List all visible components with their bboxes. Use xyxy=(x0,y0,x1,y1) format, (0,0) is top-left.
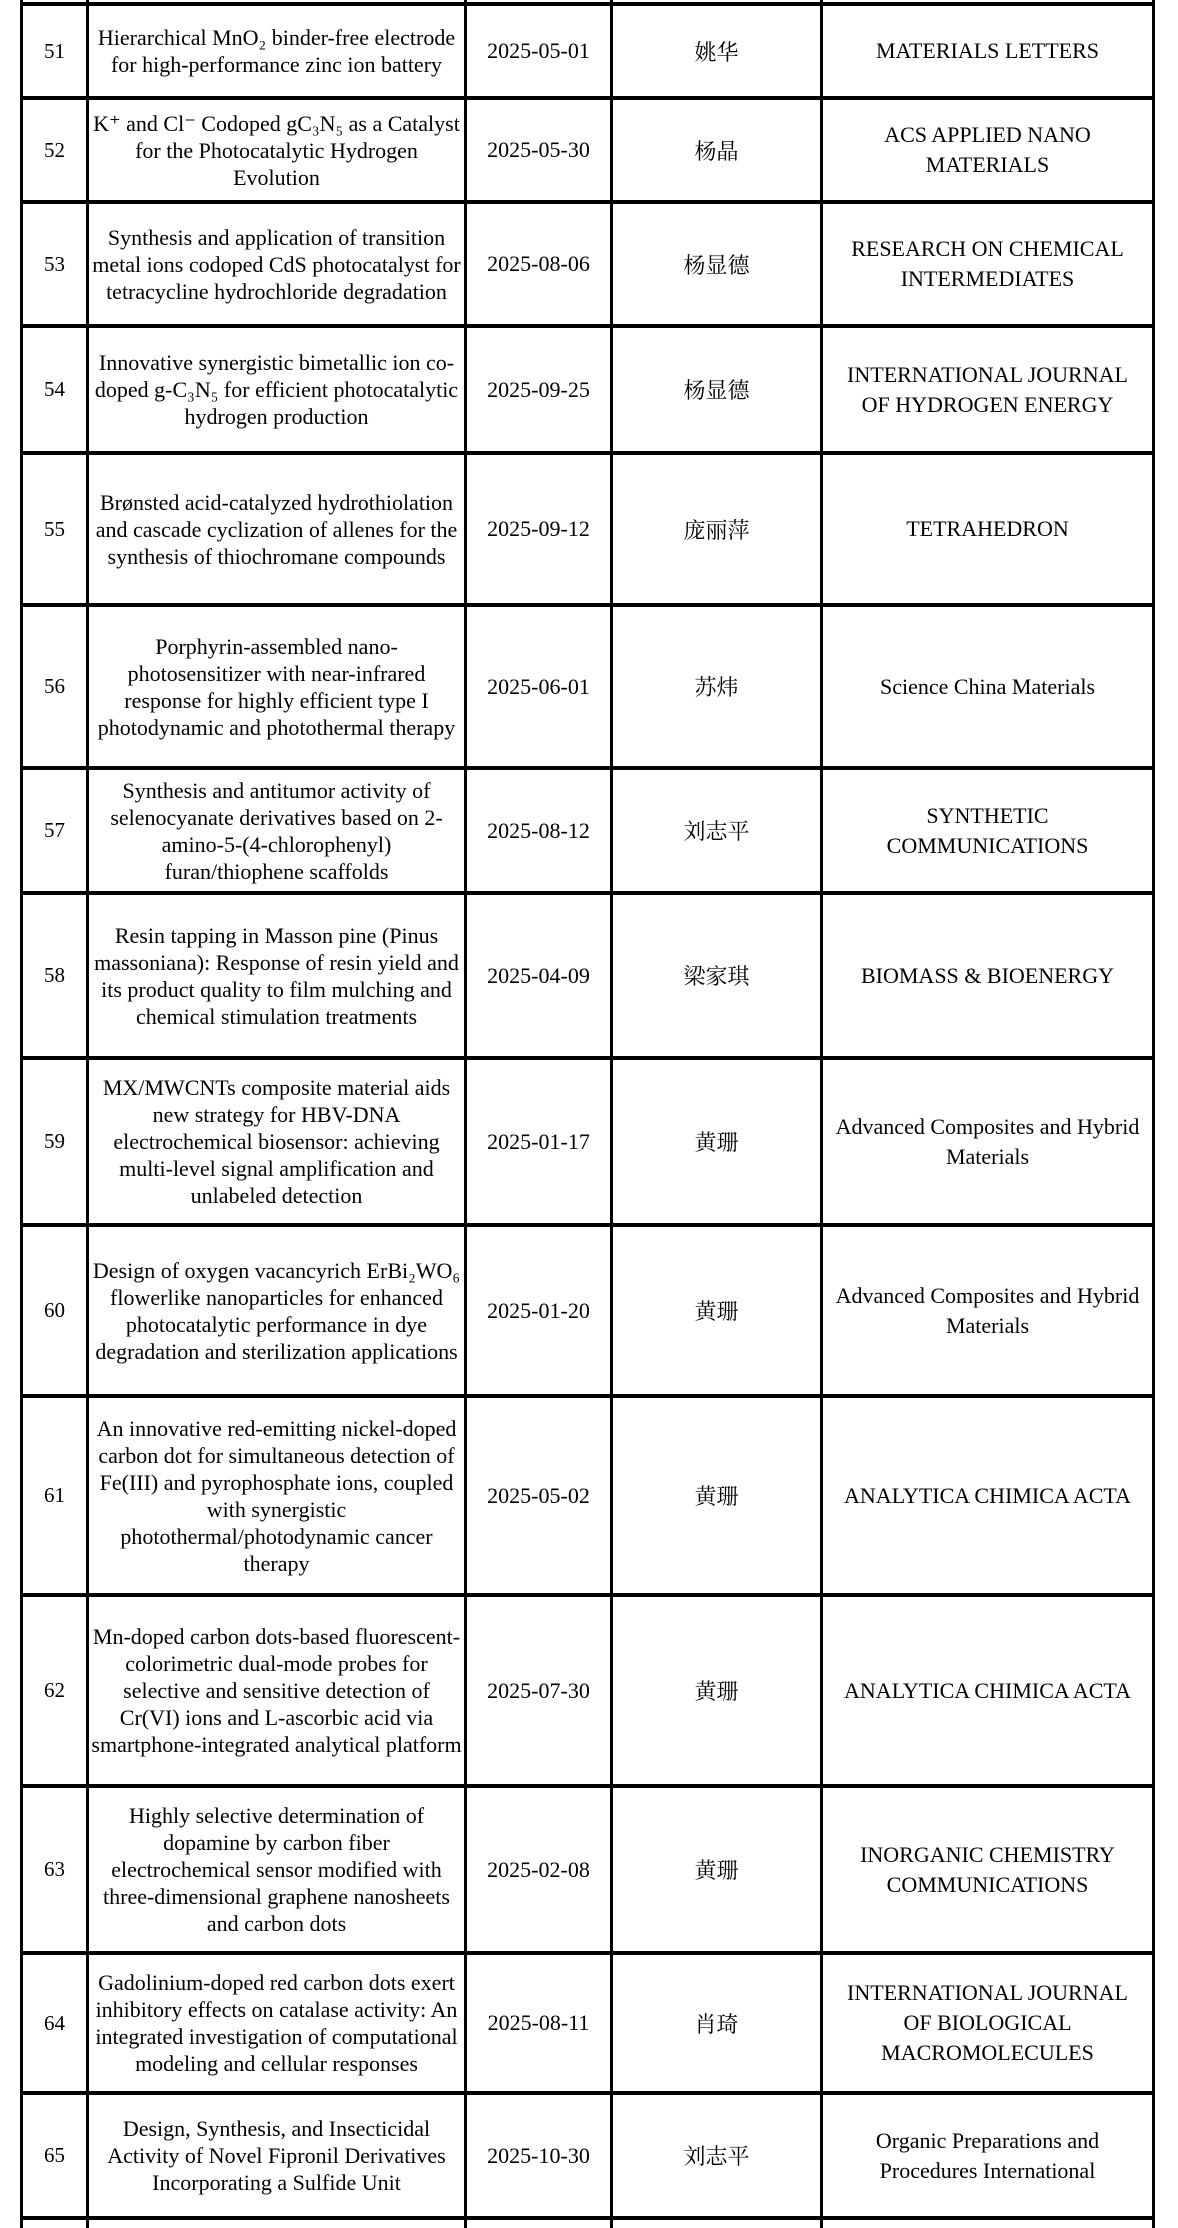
remnant-cell xyxy=(613,2220,823,2228)
author-cell xyxy=(613,100,823,200)
table-row xyxy=(23,607,1152,770)
paper-title: Gadolinium-doped red carbon dots exert inhibitory effects on catalase activity: An integrated investigation of computational modeling and cellular responses xyxy=(95,1970,458,2076)
date-cell xyxy=(467,328,613,451)
journal-cell xyxy=(823,2095,1152,2216)
author-name: 杨显德 xyxy=(683,252,750,278)
date-cell xyxy=(467,1227,613,1394)
row-number-cell xyxy=(23,100,89,200)
title-cell xyxy=(89,1955,467,2091)
title-cell xyxy=(89,328,467,451)
paper-title: Innovative synergistic bimetallic ion co-doped g-C₃N₅ for efficient photocatalytic hydrogen production xyxy=(94,350,459,429)
paper-title: Design, Synthesis, and Insecticidal Activity of Novel Fipronil Derivatives Incorporating a Sulfide Unit xyxy=(107,2116,446,2195)
journal-name: SYNTHETIC COMMUNICATIONS xyxy=(886,802,1089,858)
remnant-cell xyxy=(23,0,89,2)
paper-title: An innovative red-emitting nickel-doped carbon dot for simultaneous detection of Fe(III) and pyrophosphate ions, coupled with synergistic photothermal/photodynamic cancer therapy xyxy=(96,1415,457,1576)
table-row xyxy=(23,895,1152,1060)
row-number: 61 xyxy=(44,1483,65,1507)
title-cell xyxy=(89,6,467,96)
title-cell xyxy=(89,1398,467,1593)
date-cell xyxy=(467,770,613,891)
date-cell xyxy=(467,607,613,766)
row-number: 58 xyxy=(44,963,65,987)
journal-name: INORGANIC CHEMISTRY COMMUNICATIONS xyxy=(860,1841,1115,1897)
journal-name: RESEARCH ON CHEMICAL INTERMEDIATES xyxy=(851,236,1124,291)
row-number-cell xyxy=(23,328,89,451)
paper-title: Highly selective determination of dopamine by carbon fiber electrochemical sensor modified with three-dimensional graphene nanosheets and carbon dots xyxy=(103,1803,450,1936)
publications-table xyxy=(20,0,1155,2228)
journal-name: ACS APPLIED NANO MATERIALS xyxy=(884,122,1091,177)
journal-cell xyxy=(823,1060,1152,1223)
author-name: 杨晶 xyxy=(694,138,739,164)
journal-cell xyxy=(823,607,1152,766)
date-cell xyxy=(467,6,613,96)
publish-date: 2025-02-08 xyxy=(487,1856,590,1882)
publish-date: 2025-08-12 xyxy=(487,817,590,843)
author-name: 黄珊 xyxy=(694,1130,739,1155)
row-number: 51 xyxy=(44,38,65,63)
table-row xyxy=(23,204,1152,328)
title-cell xyxy=(89,1597,467,1784)
author-name: 肖琦 xyxy=(694,2011,739,2037)
date-cell xyxy=(467,895,613,1056)
journal-cell xyxy=(823,1955,1152,2091)
row-number-cell xyxy=(23,6,89,96)
paper-title: K⁺ and Cl⁻ Codoped gC₃N₅ as a Catalyst for the Photocatalytic Hydrogen Evolution xyxy=(93,110,460,190)
journal-cell xyxy=(823,100,1152,200)
row-number: 57 xyxy=(44,818,65,842)
row-number-cell xyxy=(23,1060,89,1223)
row-number: 60 xyxy=(44,1298,65,1322)
remnant-cell xyxy=(823,2220,1152,2228)
journal-name: Advanced Composites and Hybrid Materials xyxy=(835,1282,1140,1338)
author-cell xyxy=(613,204,823,324)
row-number-cell xyxy=(23,1597,89,1784)
publish-date: 2025-01-17 xyxy=(487,1128,590,1154)
paper-title: Hierarchical MnO₂ binder-free electrode for high-performance zinc ion battery xyxy=(97,25,456,77)
journal-name: BIOMASS & BIOENERGY xyxy=(860,962,1115,988)
row-number-cell xyxy=(23,1227,89,1394)
author-cell xyxy=(613,1227,823,1394)
journal-name: INTERNATIONAL JOURNAL OF HYDROGEN ENERGY xyxy=(847,361,1128,417)
remnant-cell xyxy=(823,0,1152,2)
date-cell xyxy=(467,1597,613,1784)
next-row-remnant xyxy=(23,2220,1152,2228)
date-cell xyxy=(467,1788,613,1951)
author-name: 黄珊 xyxy=(694,1679,739,1704)
row-number: 65 xyxy=(44,2143,65,2167)
author-name: 黄珊 xyxy=(694,1858,739,1883)
author-cell xyxy=(613,455,823,603)
author-cell xyxy=(613,1398,823,1593)
author-name: 杨显德 xyxy=(683,378,750,403)
row-number-cell xyxy=(23,204,89,324)
row-number-cell xyxy=(23,770,89,891)
row-number-cell xyxy=(23,607,89,766)
author-name: 黄珊 xyxy=(694,1484,739,1509)
journal-name: ANALYTICA CHIMICA ACTA xyxy=(844,1677,1131,1703)
author-cell xyxy=(613,6,823,96)
author-name: 黄珊 xyxy=(694,1299,739,1324)
table-row xyxy=(23,455,1152,607)
author-name: 姚华 xyxy=(694,39,739,65)
title-cell xyxy=(89,100,467,200)
author-cell xyxy=(613,1955,823,2091)
paper-title: Design of oxygen vacancyrich ErBi₂WO₆ flowerlike nanoparticles for enhanced photocatalytic performance in dye degradation and sterilization applications xyxy=(92,1257,461,1364)
author-name: 刘志平 xyxy=(683,2144,750,2169)
title-cell xyxy=(89,770,467,891)
publish-date: 2025-05-02 xyxy=(487,1482,590,1508)
author-name: 庞丽萍 xyxy=(683,517,750,543)
publish-date: 2025-09-25 xyxy=(487,376,590,402)
title-cell xyxy=(89,1060,467,1223)
table-row xyxy=(23,1955,1152,2095)
author-cell xyxy=(613,1597,823,1784)
table-row xyxy=(23,1060,1152,1227)
author-cell xyxy=(613,1060,823,1223)
author-cell xyxy=(613,607,823,766)
journal-name: ANALYTICA CHIMICA ACTA xyxy=(844,1482,1131,1508)
journal-name: INTERNATIONAL JOURNAL OF BIOLOGICAL MACROMOLECULES xyxy=(847,1980,1128,2065)
row-number: 56 xyxy=(44,674,65,698)
date-cell xyxy=(467,1398,613,1593)
paper-title: Mn-doped carbon dots-based fluorescent-colorimetric dual-mode probes for selective and sensitive detection of Cr(VI) ions and L-ascorbic acid via smartphone-integrated analytical platform xyxy=(91,1624,462,1757)
paper-title: Synthesis and antitumor activity of selenocyanate derivatives based on 2-amino-5-(4-chlorophenyl) furan/thiophene scaffolds xyxy=(110,777,443,884)
table-row xyxy=(23,6,1152,100)
row-number: 55 xyxy=(44,516,65,541)
table-row xyxy=(23,1227,1152,1398)
journal-name: Advanced Composites and Hybrid Materials xyxy=(835,1113,1140,1169)
remnant-cell xyxy=(89,2220,467,2228)
journal-cell xyxy=(823,6,1152,96)
row-number-cell xyxy=(23,1788,89,1951)
author-cell xyxy=(613,770,823,891)
title-cell xyxy=(89,455,467,603)
table-row xyxy=(23,1597,1152,1788)
row-number-cell xyxy=(23,2095,89,2216)
journal-cell xyxy=(823,1788,1152,1951)
journal-cell xyxy=(823,455,1152,603)
journal-name: Science China Materials xyxy=(879,673,1096,699)
paper-title: Resin tapping in Masson pine (Pinus massoniana): Response of resin yield and its product quality to film mulching and chemical stimulation treatments xyxy=(94,922,459,1029)
date-cell xyxy=(467,1955,613,2091)
row-number: 64 xyxy=(44,2010,65,2035)
title-cell xyxy=(89,1227,467,1394)
remnant-cell xyxy=(23,2220,89,2228)
journal-cell xyxy=(823,895,1152,1056)
remnant-cell xyxy=(467,2220,613,2228)
table-row xyxy=(23,770,1152,895)
title-cell xyxy=(89,1788,467,1951)
publish-date: 2025-04-09 xyxy=(487,962,590,988)
publish-date: 2025-05-30 xyxy=(487,137,590,162)
table-row xyxy=(23,328,1152,455)
publish-date: 2025-08-06 xyxy=(487,251,590,276)
journal-cell xyxy=(823,770,1152,891)
date-cell xyxy=(467,204,613,324)
title-cell xyxy=(89,2095,467,2216)
remnant-cell xyxy=(89,0,467,2)
date-cell xyxy=(467,455,613,603)
row-number: 54 xyxy=(44,377,65,401)
publish-date: 2025-10-30 xyxy=(487,2142,590,2168)
publish-date: 2025-05-01 xyxy=(487,38,590,63)
author-name: 梁家琪 xyxy=(683,964,750,989)
author-name: 刘志平 xyxy=(683,819,750,844)
journal-name: Organic Preparations and Procedures International xyxy=(875,2127,1100,2183)
date-cell xyxy=(467,2095,613,2216)
author-name: 苏炜 xyxy=(694,675,739,700)
publish-date: 2025-08-11 xyxy=(487,2010,590,2035)
row-number-cell xyxy=(23,455,89,603)
date-cell xyxy=(467,100,613,200)
paper-title: Porphyrin-assembled nano-photosensitizer with near-infrared response for highly efficient type I photodynamic and photothermal therapy xyxy=(97,633,456,740)
row-number: 59 xyxy=(44,1129,65,1153)
table-row xyxy=(23,1398,1152,1597)
row-number-cell xyxy=(23,1398,89,1593)
journal-cell xyxy=(823,1398,1152,1593)
paper-title: Synthesis and application of transition metal ions codoped CdS photocatalyst for tetracycline hydrochloride degradation xyxy=(92,224,461,304)
journal-cell xyxy=(823,1597,1152,1784)
table-body xyxy=(23,6,1152,2220)
row-number: 53 xyxy=(44,251,65,276)
row-number: 63 xyxy=(44,1857,65,1881)
publish-date: 2025-07-30 xyxy=(487,1677,590,1703)
row-number-cell xyxy=(23,1955,89,2091)
remnant-cell xyxy=(467,0,613,2)
journal-name: TETRAHEDRON xyxy=(906,516,1069,541)
title-cell xyxy=(89,895,467,1056)
paper-title: Brønsted acid-catalyzed hydrothiolation and cascade cyclization of allenes for the synthesis of thiochromane compounds xyxy=(95,489,458,569)
author-cell xyxy=(613,328,823,451)
journal-cell xyxy=(823,328,1152,451)
date-cell xyxy=(467,1060,613,1223)
table-row xyxy=(23,100,1152,204)
row-number: 52 xyxy=(44,137,65,162)
publish-date: 2025-09-12 xyxy=(487,516,590,541)
author-cell xyxy=(613,895,823,1056)
author-cell xyxy=(613,2095,823,2216)
paper-title: MX/MWCNTs composite material aids new strategy for HBV-DNA electrochemical biosensor: achieving multi-level signal amplification and unlabeled detection xyxy=(102,1075,451,1208)
publish-date: 2025-01-20 xyxy=(487,1297,590,1323)
journal-cell xyxy=(823,1227,1152,1394)
journal-name: MATERIALS LETTERS xyxy=(875,38,1100,63)
title-cell xyxy=(89,204,467,324)
journal-cell xyxy=(823,204,1152,324)
title-cell xyxy=(89,607,467,766)
publish-date: 2025-06-01 xyxy=(487,673,590,699)
table-row xyxy=(23,2095,1152,2220)
row-number-cell xyxy=(23,895,89,1056)
row-number: 62 xyxy=(44,1678,65,1702)
remnant-cell xyxy=(613,0,823,2)
author-cell xyxy=(613,1788,823,1951)
table-row xyxy=(23,1788,1152,1955)
